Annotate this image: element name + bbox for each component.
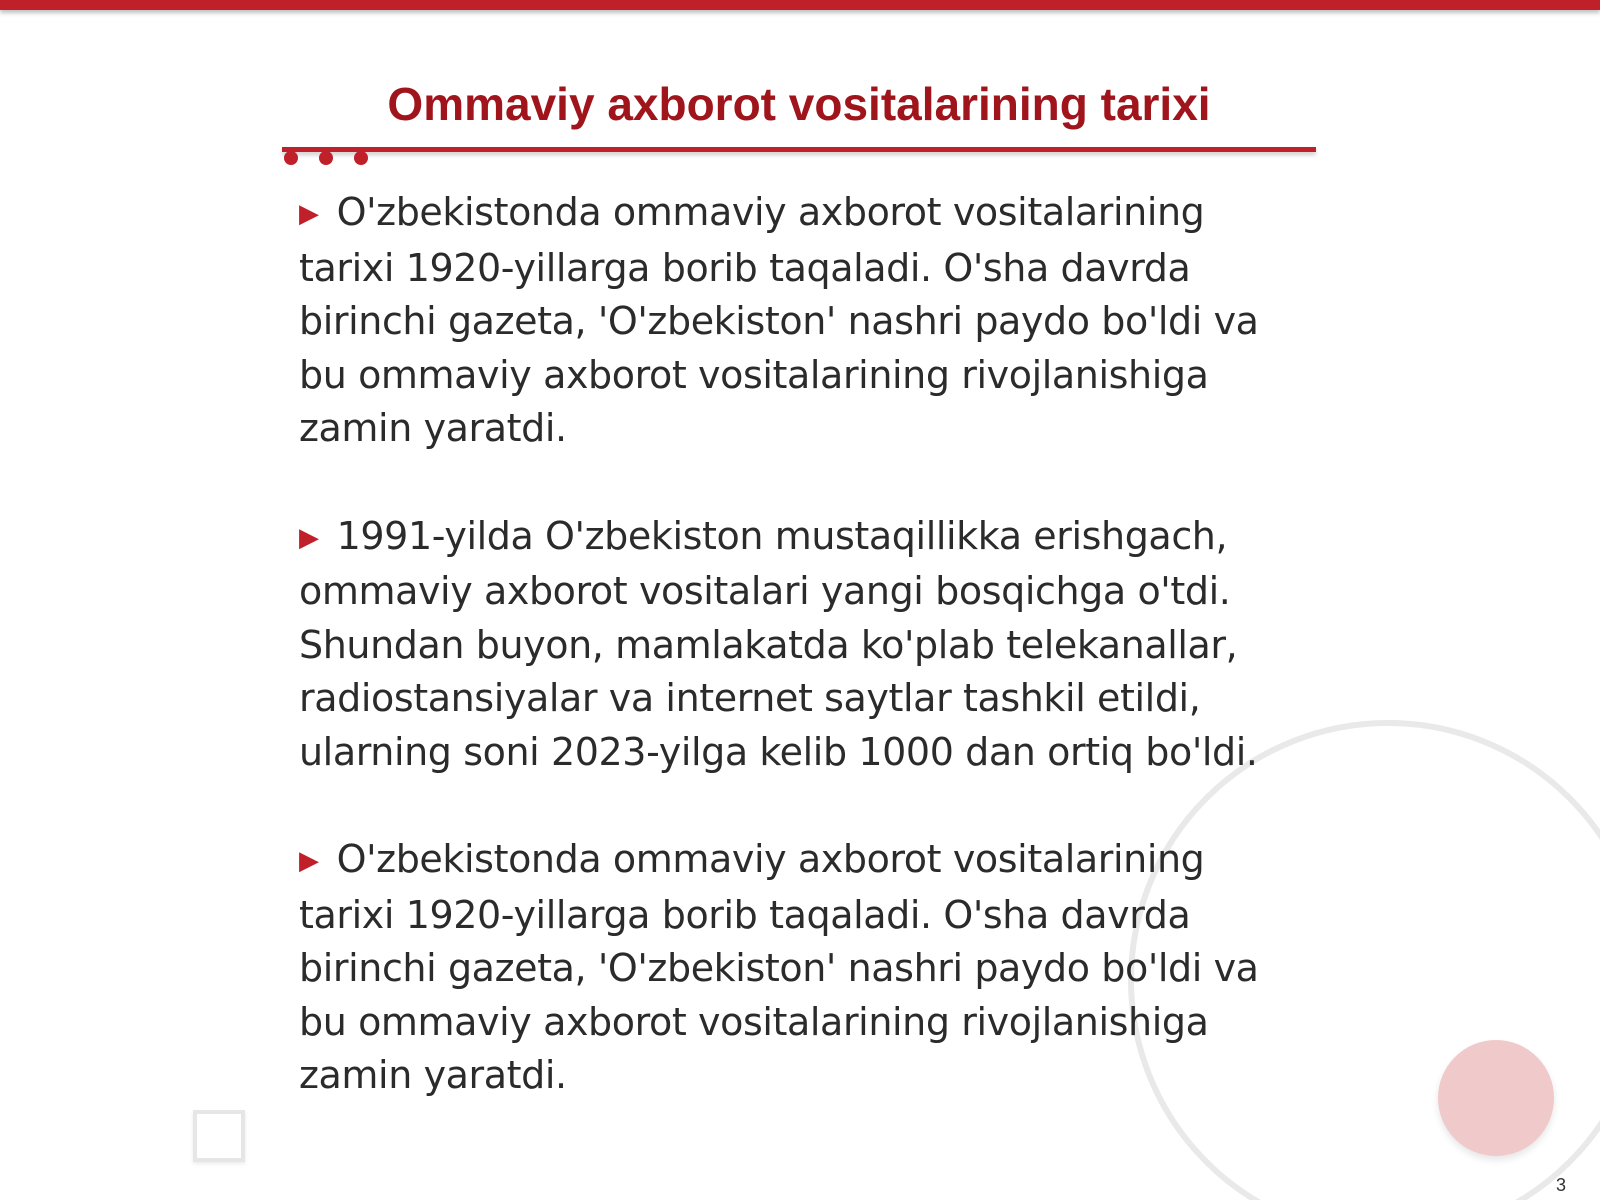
triangle-right-icon: ▶ <box>299 522 319 553</box>
paragraph-text: 1991-yilda O'zbekiston mustaqillikka erishgach, ommaviy axborot vositalari yangi bosqichga o'tdi. Shundan buyon, mamlakatda ko'plab telekanallar, radiostansiyalar va internet saytlar tashkil etildi, ularning soni 2023-yilga kelib 1000 dan ortiq bo'ldi. <box>299 513 1258 774</box>
decorative-square <box>193 1110 245 1162</box>
bullet-paragraph <box>299 186 1299 456</box>
bullet-paragraph <box>299 833 1299 1103</box>
triangle-right-icon: ▶ <box>299 199 319 229</box>
top-accent-bar <box>0 0 1600 10</box>
decorative-circle <box>1438 1040 1554 1156</box>
decorative-dot <box>354 151 368 165</box>
paragraph-text: O'zbekistonda ommaviy axborot vositalarining tarixi 1920-yillarga borib taqaladi. O'sha davrda birinchi gazeta, 'O'zbekiston' nashri paydo bo'ldi va bu ommaviy axborot vositalarining rivojlanishiga zamin yaratdi. <box>299 190 1259 450</box>
paragraph-text: O'zbekistonda ommaviy axborot vositalarining tarixi 1920-yillarga borib taqaladi. O'sha davrda birinchi gazeta, 'O'zbekiston' nashri paydo bo'ldi va bu ommaviy axborot vositalarining rivojlanishiga zamin yaratdi. <box>299 837 1259 1097</box>
decorative-dot <box>284 151 298 165</box>
page-number: 3 <box>1555 1175 1566 1195</box>
title-underline <box>282 147 1316 152</box>
bullet-paragraph <box>299 510 1299 780</box>
slide-title: Ommaviy axborot vositalarining tarixi <box>387 78 1211 130</box>
bullet-list <box>299 186 1299 1157</box>
triangle-right-icon: ▶ <box>299 846 319 876</box>
decorative-dot <box>319 151 333 165</box>
